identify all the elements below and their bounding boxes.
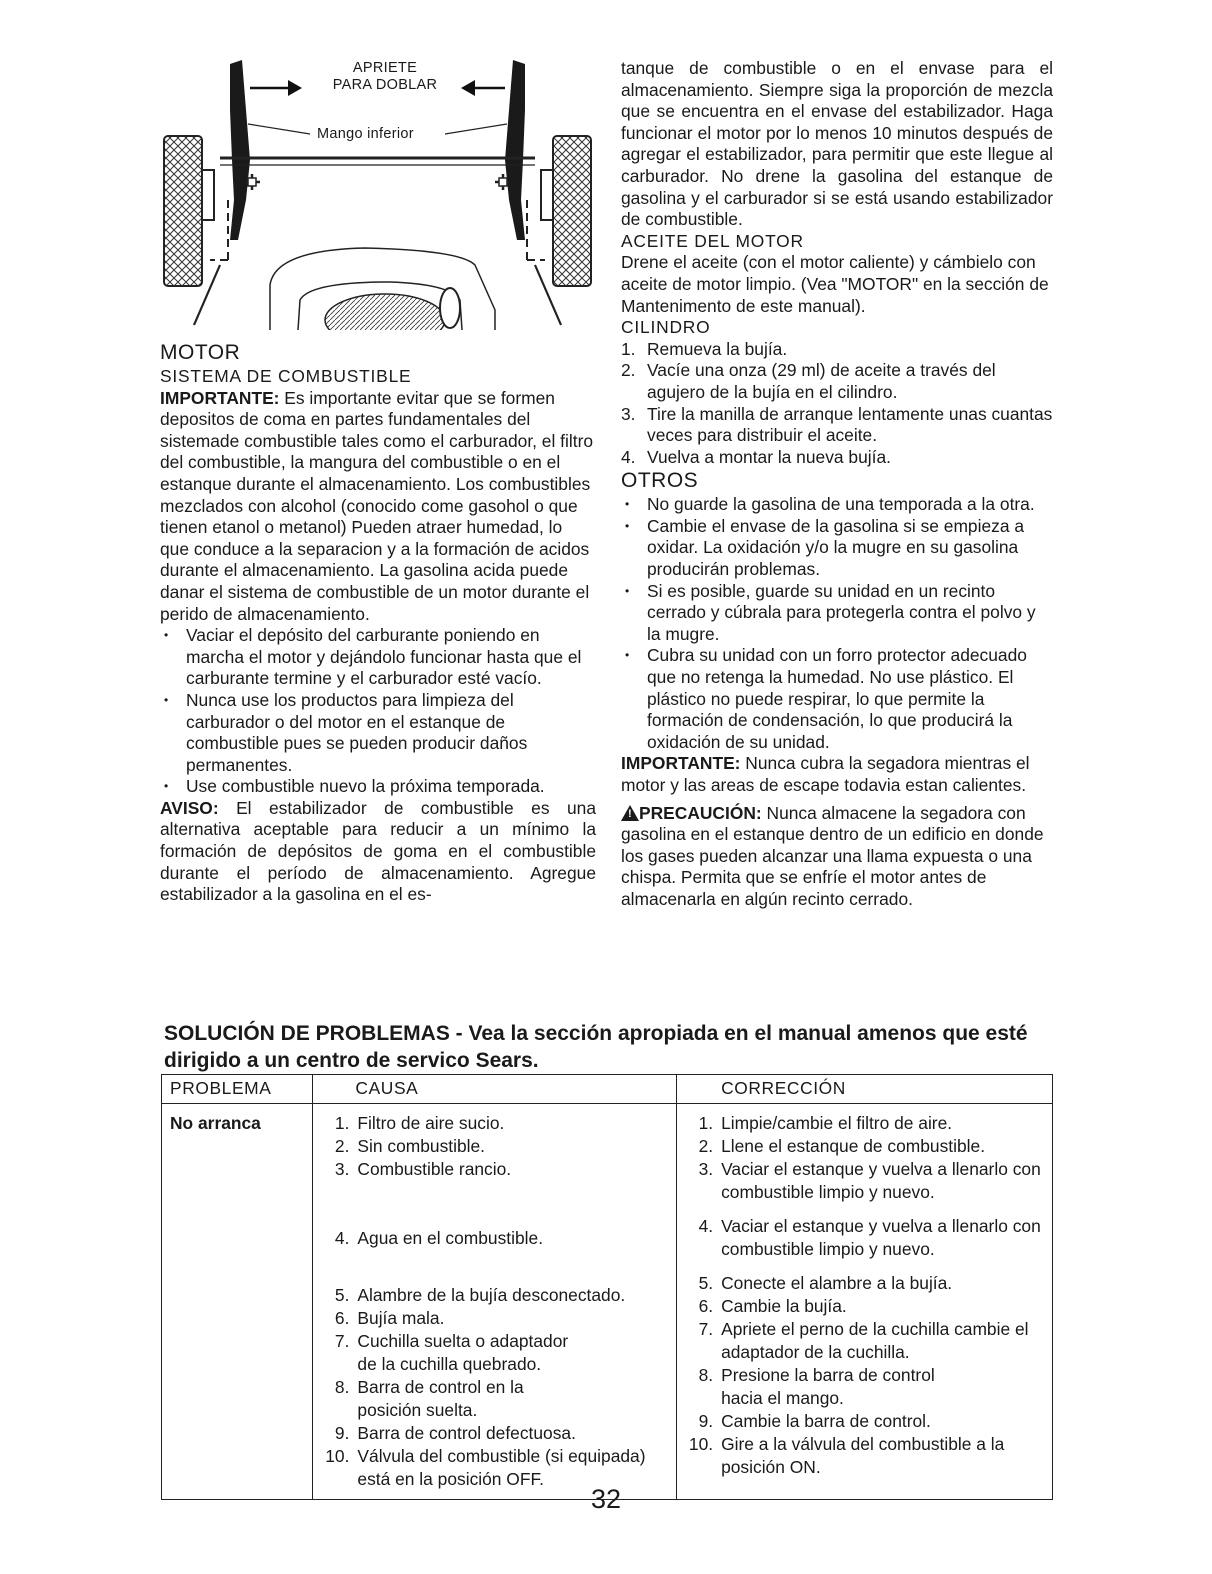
item-number: 10.	[325, 1446, 350, 1466]
list-item	[321, 1227, 672, 1284]
cause-text: Agua en el combustible.	[357, 1228, 544, 1248]
item-number: 8.	[698, 1365, 714, 1385]
item-number: 2.	[698, 1136, 714, 1156]
list-item: • Cambie el envase de la gasolina si se empieza a oxidar. La oxidación y/o la mugre en su gasolina producirán problemas.	[621, 516, 1053, 581]
list-item	[685, 1112, 1048, 1135]
list-item: • Vaciar el depósito del carburante poniendo en marcha el motor y dejándolo funcionar hasta que el carburante termine y el carburador esté vacío.	[160, 625, 596, 690]
list-item	[621, 404, 1053, 447]
lower-handle-folding-diagram	[150, 50, 605, 340]
right-important-paragraph	[621, 753, 1053, 796]
list-item	[685, 1158, 1048, 1215]
problem-cell: No arranca	[162, 1104, 313, 1500]
item-number: 10.	[688, 1434, 714, 1454]
list-item	[321, 1422, 672, 1445]
list-item	[321, 1376, 572, 1422]
page-number: 32	[590, 1484, 622, 1514]
cause-text: Sin combustible.	[357, 1136, 486, 1156]
fuel-bullet-list	[160, 625, 596, 798]
item-number: 9.	[698, 1411, 714, 1431]
important-text: Nunca cubra la segadora mientras el motor y las areas de escape todavia estan calientes.	[621, 753, 1030, 795]
cause-text: Válvula del combustible (si equipada) está en la posición OFF.	[357, 1446, 646, 1489]
item-number: 5.	[698, 1273, 714, 1293]
caution-paragraph	[621, 803, 1053, 911]
list-item	[621, 360, 1053, 403]
fix-text: Presione la barra de control hacia el mango.	[721, 1365, 935, 1408]
cause-text: Filtro de aire sucio.	[357, 1113, 505, 1133]
list-item	[685, 1364, 981, 1410]
table-header-row	[162, 1075, 1053, 1104]
left-column	[160, 340, 596, 906]
item-number: 2.	[334, 1136, 350, 1156]
fix-text: Vaciar el estanque y vuelva a llenarlo con combustible limpio y nuevo.	[721, 1216, 1041, 1259]
item-number: 6.	[334, 1308, 350, 1328]
list-item	[621, 339, 1053, 361]
right-column	[621, 58, 1053, 911]
motor-heading: MOTOR	[160, 341, 241, 364]
step-number: 4.	[621, 446, 636, 467]
label-press-to-fold	[305, 60, 465, 94]
fuel-important-paragraph	[160, 388, 596, 626]
item-number: 5.	[334, 1285, 350, 1305]
list-item	[685, 1318, 1031, 1364]
list-item: • Si es posible, guarde su unidad en un recinto cerrado y cúbrala para protegerla contra el polvo y la mugre.	[621, 581, 1053, 646]
list-item	[321, 1112, 672, 1135]
list-item	[621, 447, 1053, 469]
list-item: • Cubra su unidad con un forro protector adecuado que no retenga la humedad. No use plástico. El plástico no puede respirar, lo que permite la formación de condensación, lo que producirá la oxidación de su unidad.	[621, 645, 1053, 753]
fix-text: Llene el estanque de combustible.	[721, 1136, 986, 1156]
list-item	[685, 1410, 1048, 1433]
warning-triangle-icon	[621, 805, 639, 821]
label-press-line2: PARA DOBLAR	[332, 77, 438, 93]
list-item	[685, 1272, 1048, 1295]
list-item	[321, 1158, 672, 1227]
step-text: Vuelva a montar la nueva bujía.	[647, 446, 891, 467]
cause-text: Alambre de la bujía desconectado.	[357, 1285, 626, 1305]
list-item	[685, 1295, 1048, 1318]
others-heading: OTROS	[621, 469, 699, 493]
caution-text: Nunca almacene la segadora con gasolina en el estanque dentro de un edificio en donde los gases pueden alcanzar una llama expuesta o una chispa. Permita que se enfríe el motor antes de almacenarla en algún recinto cerrado.	[621, 802, 1044, 909]
step-number: 1.	[621, 338, 636, 359]
step-text: Tire la manilla de arranque lentamente unas cuantas veces para distribuir el aceite.	[647, 403, 1053, 446]
fix-text: Gire a la válvula del combustible a la posición ON.	[721, 1434, 1005, 1477]
cause-text: Combustible rancio.	[357, 1159, 512, 1179]
troubleshooting-table	[161, 1074, 1053, 1500]
list-item: • Nunca use los productos para limpieza del carburador o del motor en el estanque de combustible pues se pueden producir daños permanentes.	[160, 690, 596, 776]
cylinder-steps	[621, 339, 1053, 469]
fix-text: Limpie/cambie el filtro de aire.	[721, 1113, 953, 1133]
list-item	[321, 1135, 672, 1158]
column-header-problem: PROBLEMA	[162, 1075, 313, 1104]
step-text: Vacíe una onza (29 ml) de aceite a través del agujero de la bujía en el cilindro.	[647, 360, 996, 402]
column-header-fix: CORRECCIÓN	[677, 1075, 1053, 1104]
fix-list	[685, 1112, 1048, 1479]
fix-text: Cambie la bujía.	[721, 1296, 847, 1316]
label-press-line1: APRIETE	[352, 60, 418, 76]
item-number: 6.	[698, 1296, 714, 1316]
item-number: 1.	[698, 1113, 714, 1133]
list-item: • No guarde la gasolina de una temporada a la otra.	[621, 494, 1053, 516]
notice-label: AVISO:	[160, 797, 219, 818]
label-lower-handle: Mango inferior	[317, 126, 414, 142]
fix-text: Apriete el perno de la cuchilla cambie el adaptador de la cuchilla.	[721, 1319, 1029, 1362]
cause-text: Barra de control en la posición suelta.	[357, 1377, 524, 1420]
item-number: 7.	[334, 1331, 350, 1351]
item-number: 3.	[698, 1159, 714, 1179]
troubleshooting-title: SOLUCIÓN DE PROBLEMAS - Vea la sección apropiada en el manual amenos que esté dirigido a un centro de servico Sears.	[164, 1022, 1028, 1072]
item-number: 9.	[334, 1423, 350, 1443]
engine-oil-paragraph: Drene el aceite (con el motor caliente) y cámbielo con aceite de motor limpio. (Vea "MOTOR" en la sección de Mantenimento de este manual).	[621, 252, 1049, 316]
important-label: IMPORTANTE:	[160, 387, 280, 408]
table-row	[162, 1104, 1053, 1500]
cause-text: Barra de control defectuosa.	[357, 1423, 576, 1443]
list-item	[321, 1307, 672, 1330]
item-number: 8.	[334, 1377, 350, 1397]
step-number: 2.	[621, 360, 636, 381]
list-item	[685, 1433, 1041, 1479]
list-item	[685, 1135, 1048, 1158]
important-text: Es importante evitar que se formen depositos de coma en partes fundamentales del sistemade combustible tales como el carburador, el filtro del combustible, la mangura del combustible o en el estanque durante el almacenamiento. Los combustibles mezclados con alcohol (conocido come gasohol o que tienen etanol o metanol) Pueden atraer humedad, lo que conduce a la separacion y a la formación de acidos durante el almacenamiento. La gasolina acida puede danar el sistema de combustible de un motor durante el perido de almacenamiento.	[160, 387, 594, 624]
fix-cell	[677, 1104, 1053, 1500]
step-number: 3.	[621, 403, 636, 424]
fuel-system-heading: SISTEMA DE COMBUSTIBLE	[160, 366, 412, 386]
cause-text: Bujía mala.	[357, 1308, 445, 1328]
caution-label: PRECAUCIÓN:	[639, 802, 762, 823]
item-number: 7.	[698, 1319, 714, 1339]
fix-text: Cambie la barra de control.	[721, 1411, 931, 1431]
important-label: IMPORTANTE:	[621, 753, 741, 774]
column-header-cause: CAUSA	[313, 1075, 677, 1104]
cause-list	[321, 1112, 672, 1491]
item-number: 4.	[334, 1228, 350, 1248]
engine-oil-heading: ACEITE DEL MOTOR	[621, 230, 804, 251]
notice-paragraph	[160, 798, 596, 906]
fix-text: Conecte el alambre a la bujía.	[721, 1273, 953, 1293]
item-number: 1.	[334, 1113, 350, 1133]
cause-cell	[313, 1104, 677, 1500]
notice-text: El estabilizador de combustible es una alternativa aceptable para reducir a un mínimo la formación de depósitos de goma en el combustible durante el período de almacenamiento. Agregue estabilizador a la gasolina en el es-	[160, 797, 596, 905]
cylinder-heading: CILINDRO	[621, 317, 711, 338]
list-item	[685, 1215, 1048, 1272]
cause-text: Cuchilla suelta o adaptador de la cuchilla quebrado.	[357, 1331, 569, 1374]
list-item: • Use combustible nuevo la próxima temporada.	[160, 776, 596, 798]
item-number: 3.	[334, 1159, 350, 1179]
fix-text: Vaciar el estanque y vuelva a llenarlo con combustible limpio y nuevo.	[721, 1159, 1041, 1202]
list-item	[321, 1284, 672, 1307]
others-bullet-list	[621, 494, 1053, 753]
continued-paragraph: tanque de combustible o en el envase para el almacenamiento. Siempre siga la proporción de mezcla que se encuentra en el envase del estabilizador. Haga funcionar el motor por lo menos 10 minutos después de agregar el estabilizador, para permitir que este llegue al carburador. No drene la gasolina del estanque de gasolina y el carburador si se está usando estabilizador de combustible.	[621, 58, 1053, 230]
step-text: Remueva la bujía.	[647, 338, 788, 359]
list-item	[321, 1330, 587, 1376]
item-number: 4.	[698, 1216, 714, 1236]
